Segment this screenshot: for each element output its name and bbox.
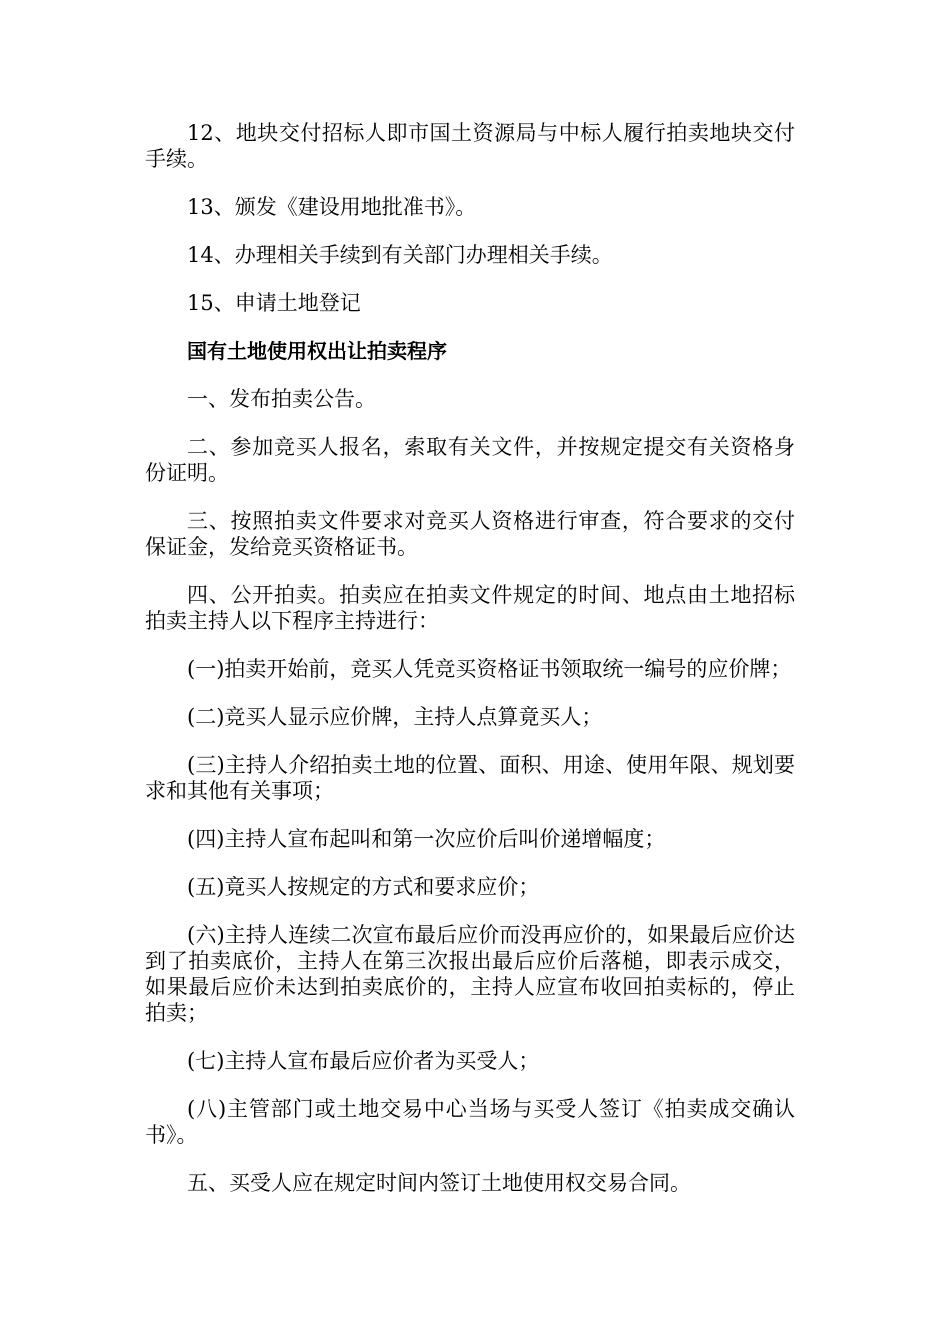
section-heading: 国有土地使用权出让拍卖程序 bbox=[187, 339, 447, 363]
auction-substep-4: (四)主持人宣布起叫和第一次应价后叫价递增幅度； bbox=[187, 827, 666, 851]
paragraph-item-15: 15、申请土地登记 bbox=[187, 291, 361, 315]
auction-substep-2: (二)竞买人显示应价牌，主持人点算竟买人； bbox=[187, 705, 603, 729]
paragraph-item-13: 13、颁发《建设用地批准书》。 bbox=[187, 195, 477, 219]
procedure-step-3: 三、按照拍卖文件要求对竞买人资格进行审查，符合要求的交付保证金，发给竞买资格证书。 bbox=[145, 509, 795, 559]
document-page bbox=[145, 120, 795, 1218]
paragraph-item-14: 14、办理相关手续到有关部门办理相关手续。 bbox=[187, 243, 613, 267]
auction-substep-8: (八)主管部门或土地交易中心当场与买受人签订《拍卖成交确认书》。 bbox=[145, 1097, 795, 1147]
paragraph-item-12: 12、地块交付招标人即市国土资源局与中标人履行拍卖地块交付手续。 bbox=[145, 121, 795, 171]
procedure-step-2: 二、参加竞买人报名，索取有关文件，并按规定提交有关资格身份证明。 bbox=[145, 435, 795, 485]
procedure-step-1: 一、发布拍卖公告。 bbox=[187, 387, 376, 411]
auction-substep-7: (七)主持人宣布最后应价者为买受人； bbox=[187, 1049, 540, 1073]
auction-substep-3: (三)主持人介绍拍卖土地的位置、面积、用途、使用年限、规划要求和其他有关事项； bbox=[145, 753, 795, 803]
procedure-step-4: 四、公开拍卖。拍卖应在拍卖文件规定的时间、地点由土地招标拍卖主持人以下程序主持进行： bbox=[145, 583, 795, 633]
auction-substep-1: (一)拍卖开始前，竞买人凭竞买资格证书领取统一编号的应价牌； bbox=[187, 657, 792, 681]
auction-substep-6: (六)主持人连续二次宣布最后应价而没再应价的，如果最后应价达到了拍卖底价，主持人在第三次报出最后应价后落槌，即表示成交，如果最后应价未达到拍卖底价的，主持人应宣布收回拍卖标的，停止拍卖； bbox=[145, 923, 795, 1025]
auction-substep-5: (五)竟买人按规定的方式和要求应价； bbox=[187, 875, 540, 899]
procedure-step-5: 五、买受人应在规定时间内签订土地使用权交易合同。 bbox=[187, 1171, 691, 1195]
